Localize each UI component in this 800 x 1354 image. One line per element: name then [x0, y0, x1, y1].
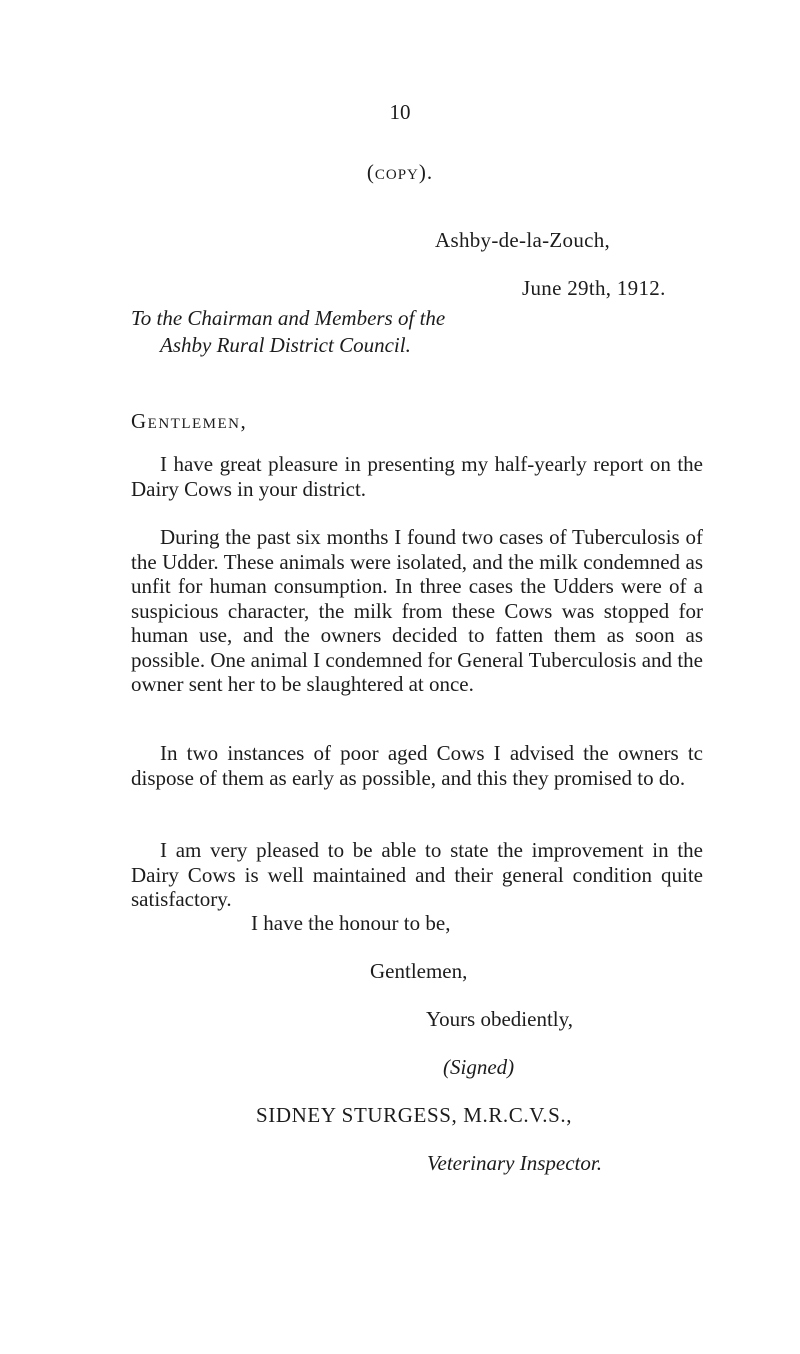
salutation: Gentlemen,	[131, 409, 248, 433]
copy-label: (copy).	[366, 160, 434, 184]
closing-gentlemen: Gentlemen,	[370, 959, 468, 983]
letter-place: Ashby-de-la-Zouch,	[435, 228, 611, 252]
body-paragraph: I have great pleasure in presenting my half-yearly report on the Dairy Cows in your district.	[131, 452, 703, 501]
body-paragraph: In two instances of poor aged Cows I advised the owners tc dispose of them as early as possible, and this they promised to do.	[131, 741, 703, 790]
signed-label: (Signed)	[443, 1055, 515, 1079]
addressee-line-2: Ashby Rural District Council.	[160, 333, 411, 357]
signatory-title: Veterinary Inspector.	[427, 1151, 602, 1175]
signatory-name: SIDNEY STURGESS, M.R.C.V.S.,	[256, 1103, 573, 1127]
addressee-line-1: To the Chairman and Members of the	[131, 306, 446, 330]
letter-date: June 29th, 1912.	[522, 276, 666, 300]
body-paragraph: During the past six months I found two cases of Tuberculosis of the Udder. These animals were isolated, and the milk condemned as unfit for human consumption. In three cases the Udders were of a suspicious character, the milk from these Cows was stopped for human use, and the owners decided to fatten them as soon as possible. One animal I condemned for General Tuberculosis and the owner sent her to be slaughtered at once.	[131, 525, 703, 696]
body-paragraph: I am very pleased to be able to state the improvement in the Dairy Cows is well maintained and their general condition quite satisfactory.	[131, 838, 703, 911]
page-number: 10	[389, 100, 411, 124]
closing-honour: I have the honour to be,	[251, 911, 451, 935]
closing-yours: Yours obediently,	[426, 1007, 574, 1031]
